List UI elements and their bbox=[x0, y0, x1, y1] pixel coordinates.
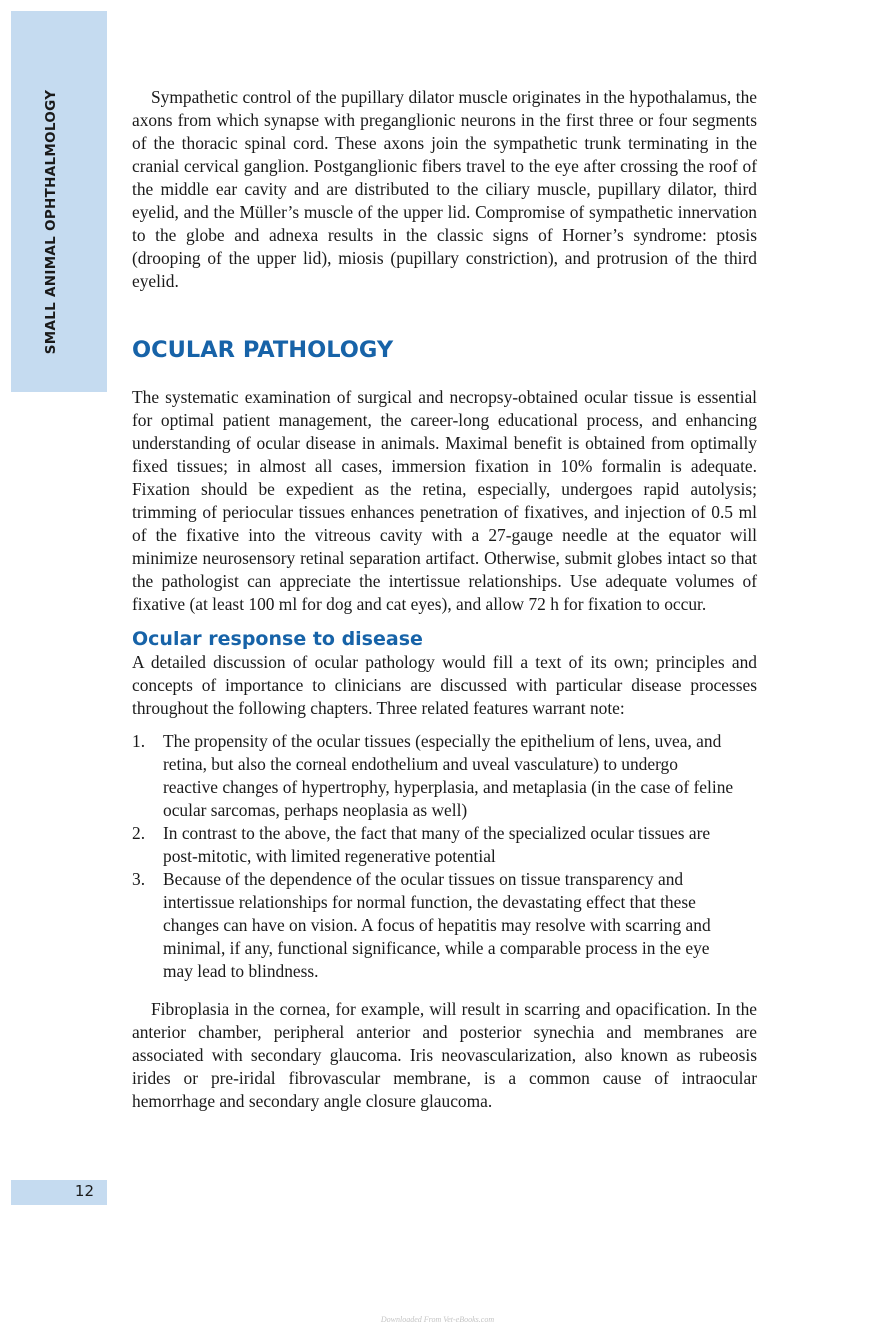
side-tab bbox=[11, 11, 107, 392]
list-item-text: Because of the dependence of the ocular tissues on tissue transparency and intertissue relationships for normal function, the devastating effect that these changes can have on vision. A focus of hepatitis may resolve with scarring and minimal, if any, functional significance, while a comparable process in the eye may lead to blindness. bbox=[163, 869, 711, 981]
side-tab-label: SMALL ANIMAL OPHTHALMOLOGY bbox=[43, 89, 59, 355]
paragraph-response: A detailed discussion of ocular pathology would fill a text of its own; principles and concepts of importance to clinicians are discussed with particular disease processes throughout the following chapters. Three related features warrant note: bbox=[132, 652, 757, 718]
page-number-tab bbox=[11, 1180, 107, 1205]
paragraph-pathology: The systematic examination of surgical and necropsy-obtained ocular tissue is essential for optimal patient management, the career-long educational process, and enhancing understanding of ocular disease in animals. Maximal benefit is obtained from optimally fixed tissues; in almost all cases, immersion fixation in 10% formalin is adequate. Fixation should be expedient as the retina, especially, undergoes rapid autolysis; trimming of periocular tissues enhances penetration of fixatives, and injection of 0.5 ml of the fixative into the vitreous cavity with a 27-gauge needle at the equator will minimize neurosensory retinal separation artifact. Otherwise, submit globes intact so that the pathologist can appreciate the intertissue relationships. Use adequate volumes of fixative (at least 100 ml for dog and cat eyes), and allow 72 h for fixation to occur. bbox=[132, 387, 757, 614]
footer-watermark: Downloaded From Vet-eBooks.com bbox=[380, 1315, 495, 1324]
page-number: 12 bbox=[74, 1182, 94, 1200]
list-item-number: 3. bbox=[132, 869, 146, 889]
list-item-text: The propensity of the ocular tissues (especially the epithelium of lens, uvea, and retina, but also the corneal endothelium and uveal vasculature) to undergo reactive changes of hypertrophy, hyperplasia, and metaplasia (in the case of feline ocular sarcomas, perhaps neoplasia as well) bbox=[163, 731, 734, 820]
list-item-number: 2. bbox=[132, 823, 146, 843]
paragraph-fibroplasia: Fibroplasia in the cornea, for example, will result in scarring and opacification. In the anterior chamber, peripheral anterior and posterior synechia and membranes are associated with secondary glaucoma. Iris neovascularization, also known as rubeosis irides or pre-iridal fibrovascular membrane, is a common cause of intraocular hemorrhage and secondary angle closure glaucoma. bbox=[132, 999, 757, 1111]
list-item bbox=[132, 868, 757, 983]
paragraph-intro: Sympathetic control of the pupillary dilator muscle originates in the hypothalamus, the axons from which synapse with preganglionic neurons in the first three or four segments of the thoracic spinal cord. These axons join the sympathetic trunk terminating in the cranial cervical ganglion. Postganglionic fibers travel to the eye after crossing the roof of the middle ear cavity and are distributed to the ciliary muscle, pupillary dilator, third eyelid, and the Müller’s muscle of the upper lid. Compromise of sympathetic innervation to the globe and adnexa results in the classic signs of Horner’s syndrome: ptosis (drooping of the upper lid), miosis (pupillary constriction), and protrusion of the third eyelid. bbox=[132, 87, 757, 291]
feature-list bbox=[132, 730, 757, 983]
main-content bbox=[132, 86, 757, 1113]
list-item-number: 1. bbox=[132, 731, 146, 751]
list-item-text: In contrast to the above, the fact that many of the specialized ocular tissues are post-mitotic, with limited regenerative potential bbox=[163, 823, 711, 866]
list-item bbox=[132, 730, 757, 822]
heading-ocular-response: Ocular response to disease bbox=[132, 628, 423, 650]
list-item bbox=[132, 822, 757, 868]
heading-ocular-pathology: OCULAR PATHOLOGY bbox=[132, 337, 394, 363]
